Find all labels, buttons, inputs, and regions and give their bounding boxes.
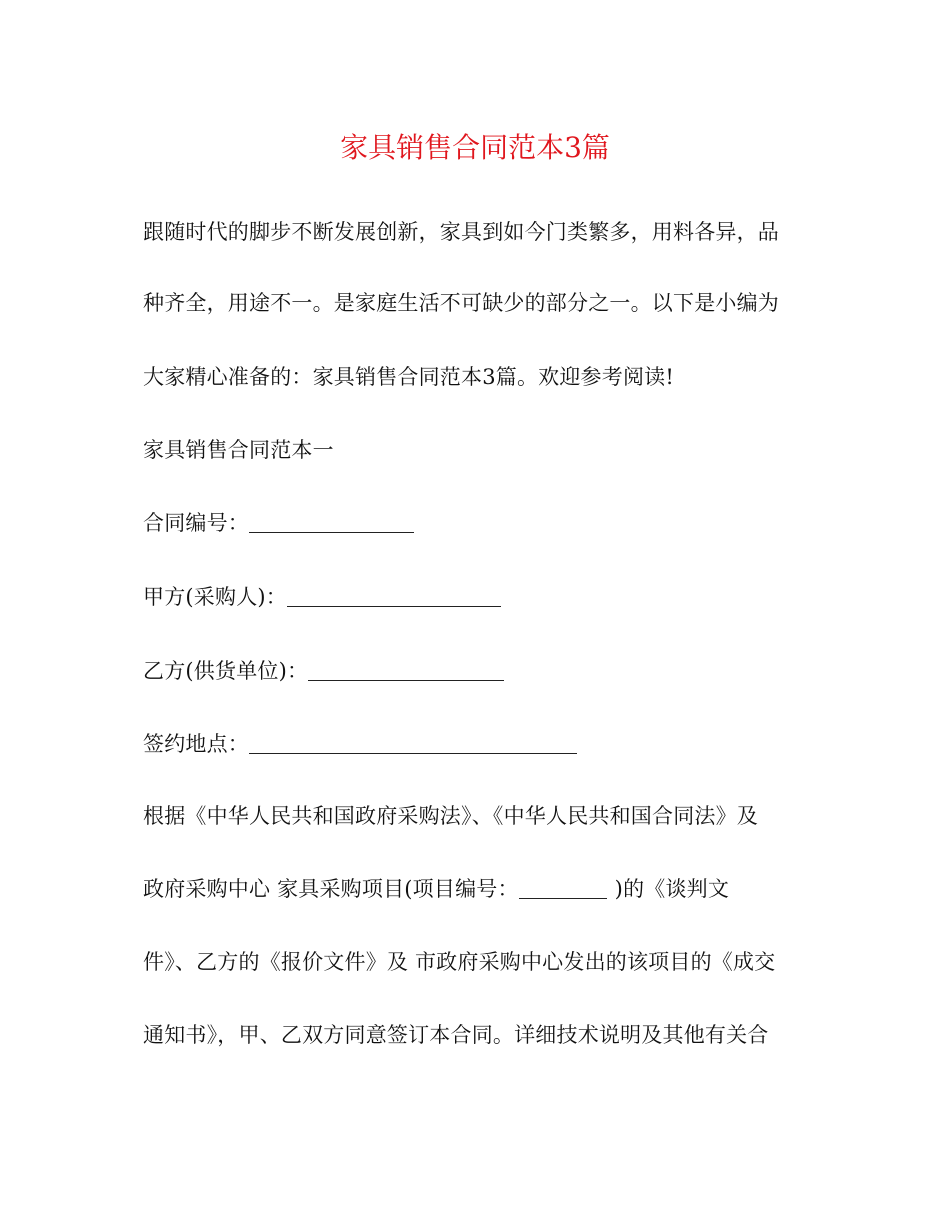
intro-line-1: 跟随时代的脚步不断发展创新，家具到如今门类繁多，用料各异，品 bbox=[143, 220, 779, 244]
party-a-field bbox=[143, 582, 501, 612]
section-heading: 家具销售合同范本一 bbox=[143, 438, 334, 462]
contract-number-blank bbox=[249, 512, 414, 533]
body-line-4: 通知书》，甲、乙双方同意签订本合同。详细技术说明及其他有关合 bbox=[143, 1023, 769, 1047]
party-b-blank bbox=[308, 660, 504, 681]
party-b-field bbox=[143, 656, 504, 686]
intro-line-3: 大家精心准备的：家具销售合同范本3篇。欢迎参考阅读! bbox=[143, 365, 674, 389]
document-title: 家具销售合同范本3篇 bbox=[340, 131, 610, 164]
body-line-2-part-2: )的《谈判文 bbox=[614, 877, 730, 901]
body-line-1: 根据《中华人民共和国政府采购法》、《中华人民共和国合同法》及 bbox=[143, 804, 758, 828]
party-a-blank bbox=[287, 586, 501, 607]
signing-place-blank bbox=[249, 733, 577, 754]
body-line-3: 件》、乙方的《报价文件》及 市政府采购中心发出的该项目的《成交 bbox=[143, 950, 776, 974]
party-a-label: 甲方(采购人)： bbox=[143, 585, 287, 609]
contract-number-label: 合同编号： bbox=[143, 511, 249, 535]
intro-line-2: 种齐全，用途不一。是家庭生活不可缺少的部分之一。以下是小编为 bbox=[143, 291, 779, 315]
body-line-2-part-1: 政府采购中心 家具采购项目(项目编号： bbox=[143, 877, 519, 901]
contract-number-field bbox=[143, 508, 414, 538]
project-number-blank bbox=[519, 878, 607, 899]
signing-place-field bbox=[143, 729, 577, 759]
signing-place-label: 签约地点： bbox=[143, 732, 249, 756]
body-line-2 bbox=[143, 874, 729, 904]
party-b-label: 乙方(供货单位)： bbox=[143, 659, 309, 683]
